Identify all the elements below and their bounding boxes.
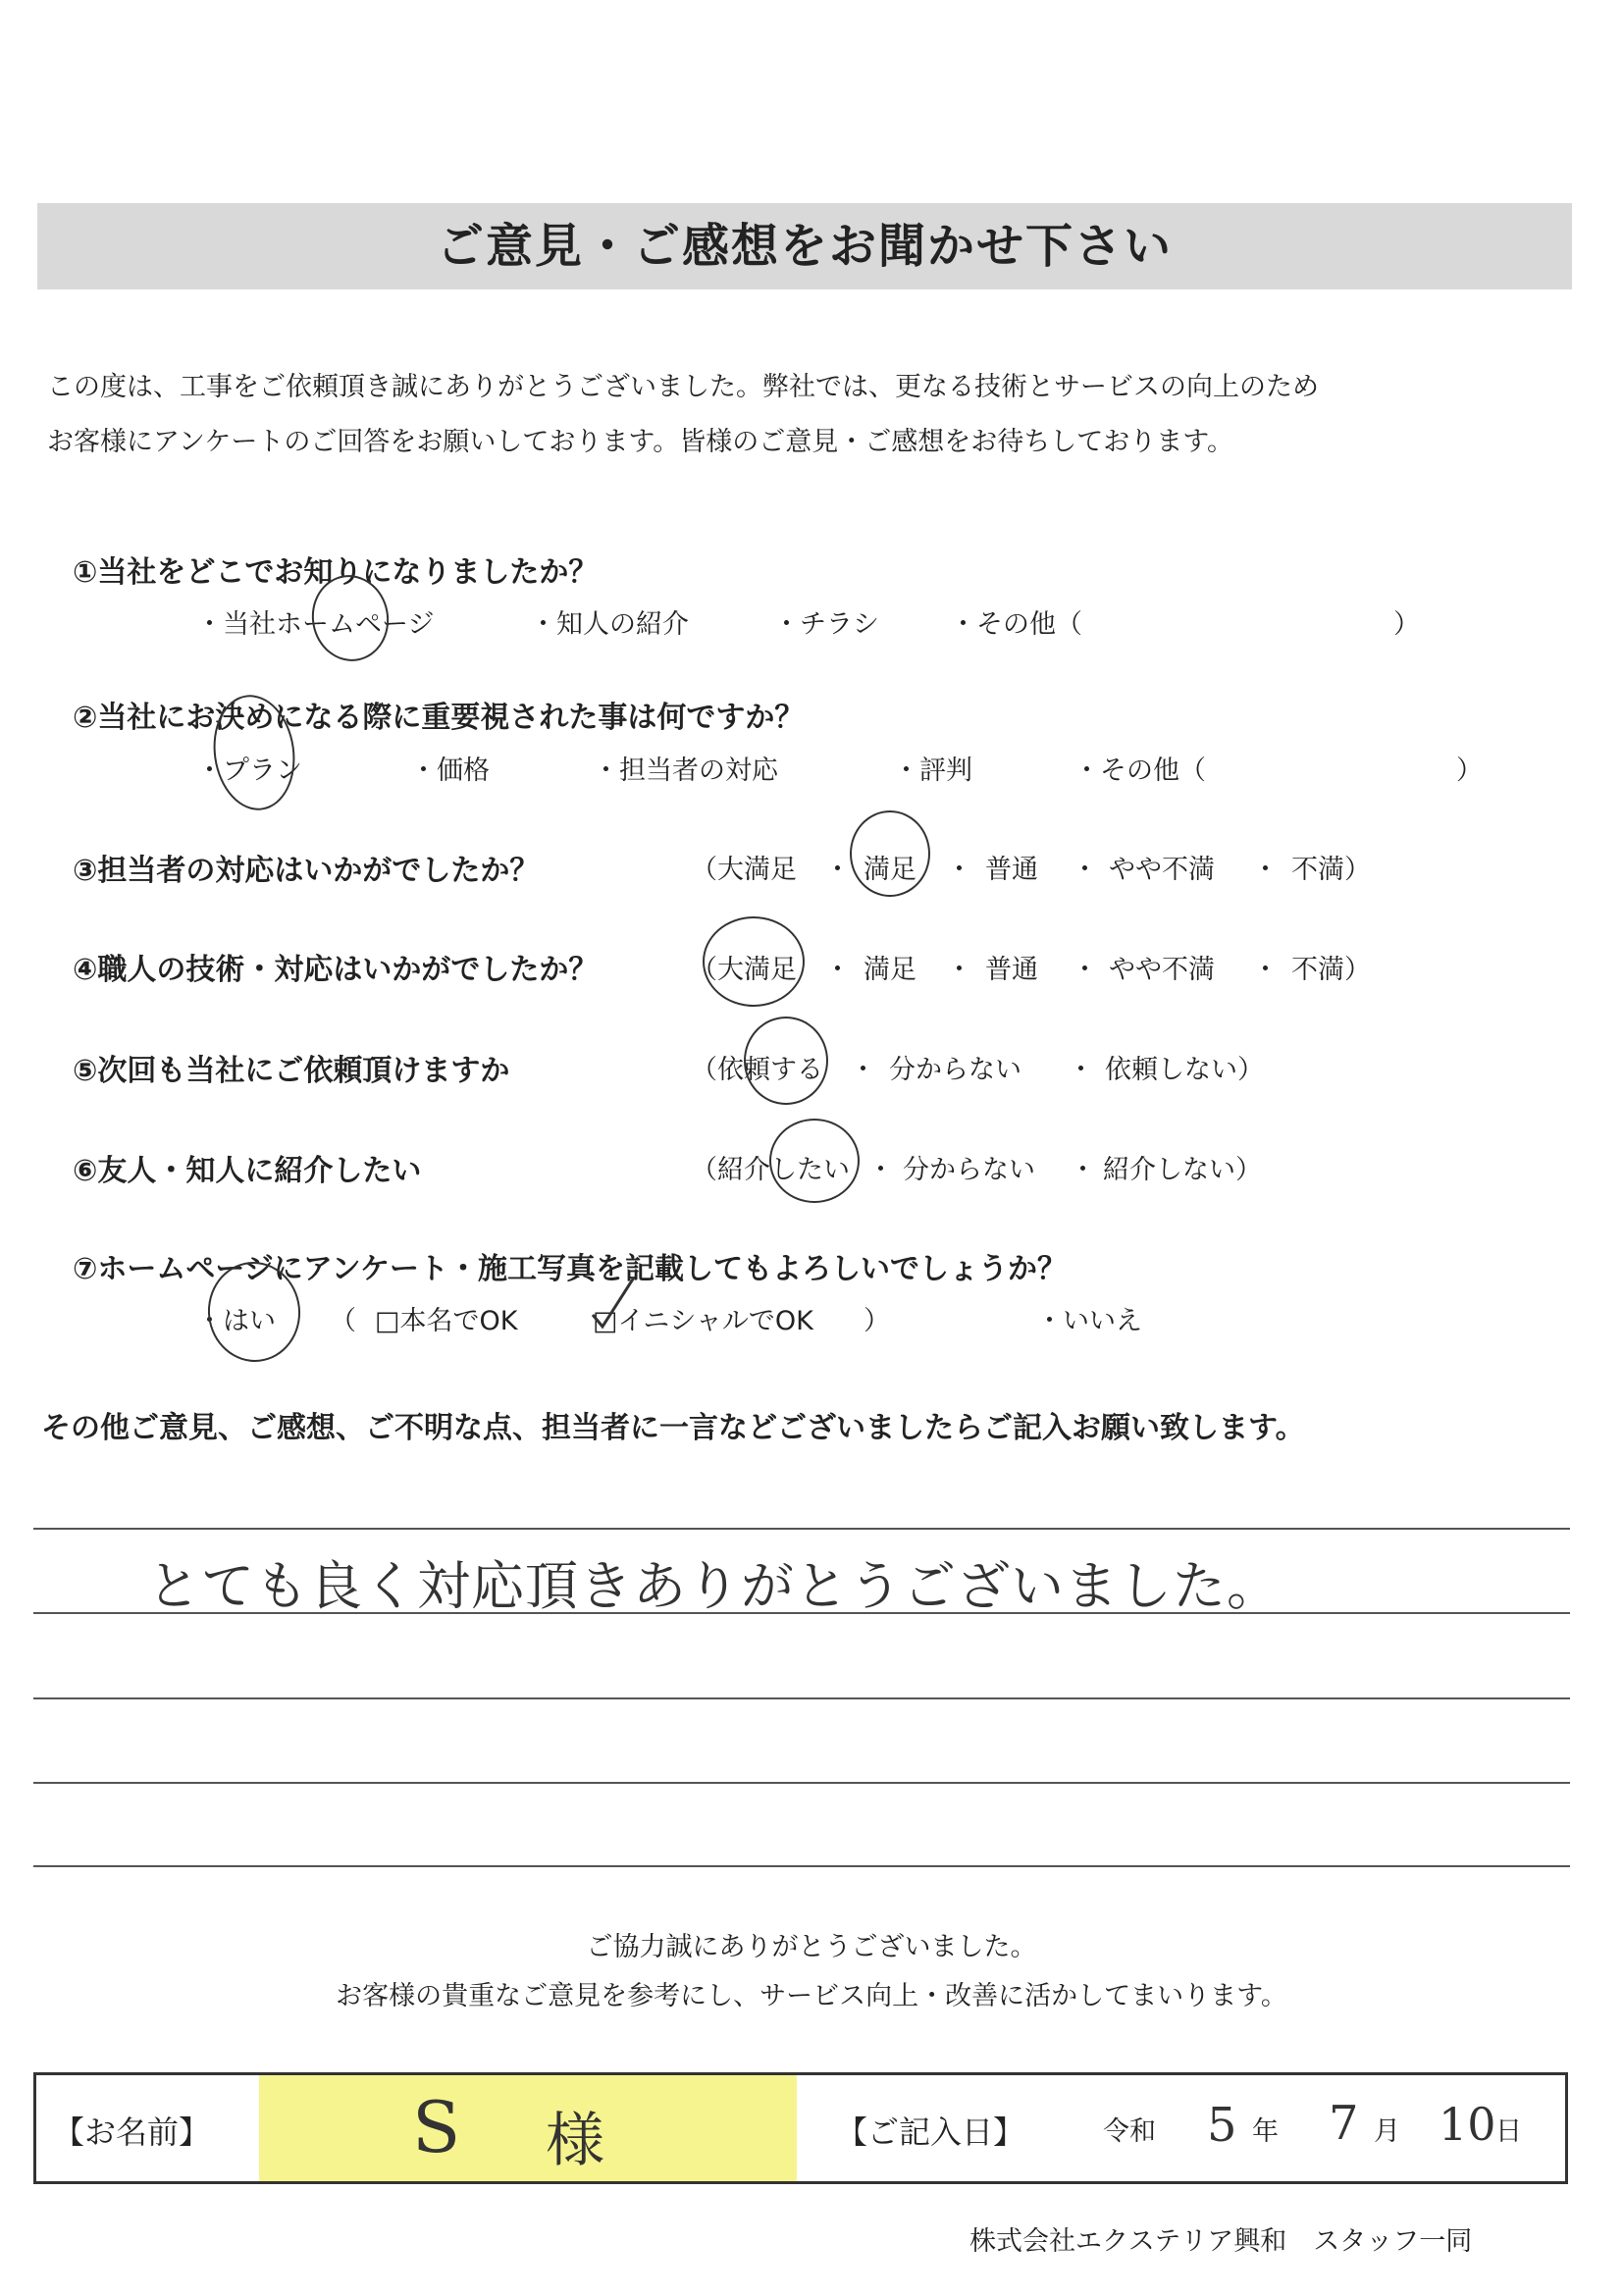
q4-separator: ・ xyxy=(824,955,851,985)
q3-option-dissatisfied[interactable]: 不満） xyxy=(1291,855,1371,885)
q7-option-no[interactable]: ・いいえ xyxy=(1036,1306,1142,1336)
day-unit: 日 xyxy=(1495,2116,1522,2147)
q5-option-unsure[interactable]: 分からない xyxy=(889,1055,1021,1085)
month-unit: 月 xyxy=(1374,2116,1400,2147)
q2-option-reputation[interactable]: ・評判 xyxy=(893,756,972,786)
comment-line xyxy=(33,1782,1570,1784)
date-month[interactable]: 7 xyxy=(1329,2096,1359,2151)
answer-circle xyxy=(769,1119,860,1203)
question-6: ⑥友人・知人に紹介したい xyxy=(73,1154,422,1188)
q2-option-staff[interactable]: ・担当者の対応 xyxy=(593,756,778,786)
thanks-line-1: ご協力誠にありがとうございました。 xyxy=(586,1932,1037,1962)
q3-option-very-satisfied[interactable]: （大満足 xyxy=(691,855,797,885)
era-label: 令和 xyxy=(1103,2116,1156,2147)
answer-circle xyxy=(703,916,805,1007)
q7-option-real-name[interactable]: □本名でOK xyxy=(375,1306,518,1336)
date-year[interactable]: 5 xyxy=(1207,2098,1237,2153)
intro-line-2: お客様にアンケートのご回答をお願いしております。皆様のご意見・ご感想をお待ちしております。 xyxy=(47,427,1234,457)
q3-option-somewhat-dissatisfied[interactable]: やや不満 xyxy=(1109,855,1215,885)
comment-line xyxy=(33,1697,1570,1699)
q6-separator: ・ xyxy=(867,1155,894,1185)
q7-paren-close: ） xyxy=(864,1306,890,1336)
title-bar xyxy=(37,203,1572,289)
q6-separator: ・ xyxy=(1070,1155,1096,1185)
q5-separator: ・ xyxy=(1068,1055,1094,1085)
question-1: ①当社をどこでお知りになりましたか？ xyxy=(73,555,599,590)
comment-line xyxy=(33,1528,1570,1530)
date-label: 【ご記入日】 xyxy=(836,2113,1025,2151)
q4-separator: ・ xyxy=(1072,955,1098,985)
question-4: ④職人の技術・対応はいかがでしたか？ xyxy=(73,953,599,987)
q4-separator: ・ xyxy=(946,955,972,985)
q3-separator: ・ xyxy=(1252,855,1279,885)
q7-paren-open: （ xyxy=(330,1306,356,1336)
q4-option-very-satisfied[interactable]: （大満足 xyxy=(691,955,797,985)
q1-option-other[interactable]: ・その他（ xyxy=(950,609,1082,640)
answer-circle xyxy=(744,1017,828,1105)
q7-option-initials[interactable]: □イニシャルでOK xyxy=(593,1306,813,1336)
q4-option-dissatisfied[interactable]: 不満） xyxy=(1291,955,1371,985)
honorific: 様 xyxy=(546,2107,604,2175)
check-mark-icon xyxy=(589,1272,638,1331)
q4-option-somewhat-dissatisfied[interactable]: やや不満 xyxy=(1109,955,1215,985)
q6-option-unsure[interactable]: 分からない xyxy=(903,1155,1035,1185)
company-signature: 株式会社エクステリア興和 スタッフ一同 xyxy=(969,2226,1473,2257)
page-title: ご意見・ご感想をお聞かせ下さい xyxy=(436,219,1173,274)
q7-option-yes[interactable]: ・はい xyxy=(196,1306,276,1336)
comment-line xyxy=(33,1865,1570,1867)
q3-option-satisfied[interactable]: 満足 xyxy=(864,855,916,885)
q2-option-plan[interactable]: ・プラン xyxy=(196,756,302,786)
intro-line-1: この度は、工事をご依頼頂き誠にありがとうございました。弊社では、更なる技術とサービスの向上のため xyxy=(47,372,1319,402)
q1-option-flyer[interactable]: ・チラシ xyxy=(773,609,879,640)
handwritten-comment[interactable]: とても良く対応頂きありがとうございました。 xyxy=(147,1555,1281,1617)
comments-prompt: その他ご意見、ご感想、ご不明な点、担当者に一言などございましたらご記入お願い致します。 xyxy=(41,1411,1305,1445)
q2-option-price[interactable]: ・価格 xyxy=(410,756,490,786)
q4-option-satisfied[interactable]: 満足 xyxy=(864,955,916,985)
question-5: ⑤次回も当社にご依頼頂けますか xyxy=(73,1054,510,1088)
q6-option-will-refer[interactable]: （紹介したい xyxy=(691,1155,850,1185)
date-day[interactable]: 10 xyxy=(1439,2098,1496,2151)
q3-separator: ・ xyxy=(946,855,972,885)
q6-option-will-not-refer[interactable]: 紹介しない） xyxy=(1103,1155,1262,1185)
name-label: 【お名前】 xyxy=(53,2113,211,2151)
answer-circle xyxy=(850,810,930,897)
q1-option-homepage[interactable]: ・当社ホームページ xyxy=(196,609,435,640)
question-3: ③担当者の対応はいかがでしたか？ xyxy=(73,854,540,888)
q5-option-will-not-request[interactable]: 依頼しない） xyxy=(1105,1055,1264,1085)
question-7: ⑦ホームページにアンケート・施工写真を記載してもよろしいでしょうか？ xyxy=(73,1252,1067,1286)
q3-separator: ・ xyxy=(1072,855,1098,885)
q2-option-other[interactable]: ・その他（ xyxy=(1073,756,1206,786)
q5-option-will-request[interactable]: （依頼する xyxy=(691,1055,823,1085)
q4-option-normal[interactable]: 普通 xyxy=(985,955,1038,985)
q1-option-other-close: ） xyxy=(1393,609,1420,640)
q3-separator: ・ xyxy=(824,855,851,885)
q5-separator: ・ xyxy=(850,1055,876,1085)
q1-option-referral[interactable]: ・知人の紹介 xyxy=(530,609,689,640)
question-2: ②当社にお決めになる際に重要視された事は何ですか？ xyxy=(73,701,805,735)
q4-separator: ・ xyxy=(1252,955,1279,985)
year-unit: 年 xyxy=(1252,2116,1279,2147)
q3-option-normal[interactable]: 普通 xyxy=(985,855,1038,885)
q2-option-other-close: ） xyxy=(1456,756,1483,786)
thanks-line-2: お客様の貴重なご意見を参考にし、サービス向上・改善に活かしてまいります。 xyxy=(336,1981,1287,2011)
name-value[interactable]: S xyxy=(412,2086,461,2168)
